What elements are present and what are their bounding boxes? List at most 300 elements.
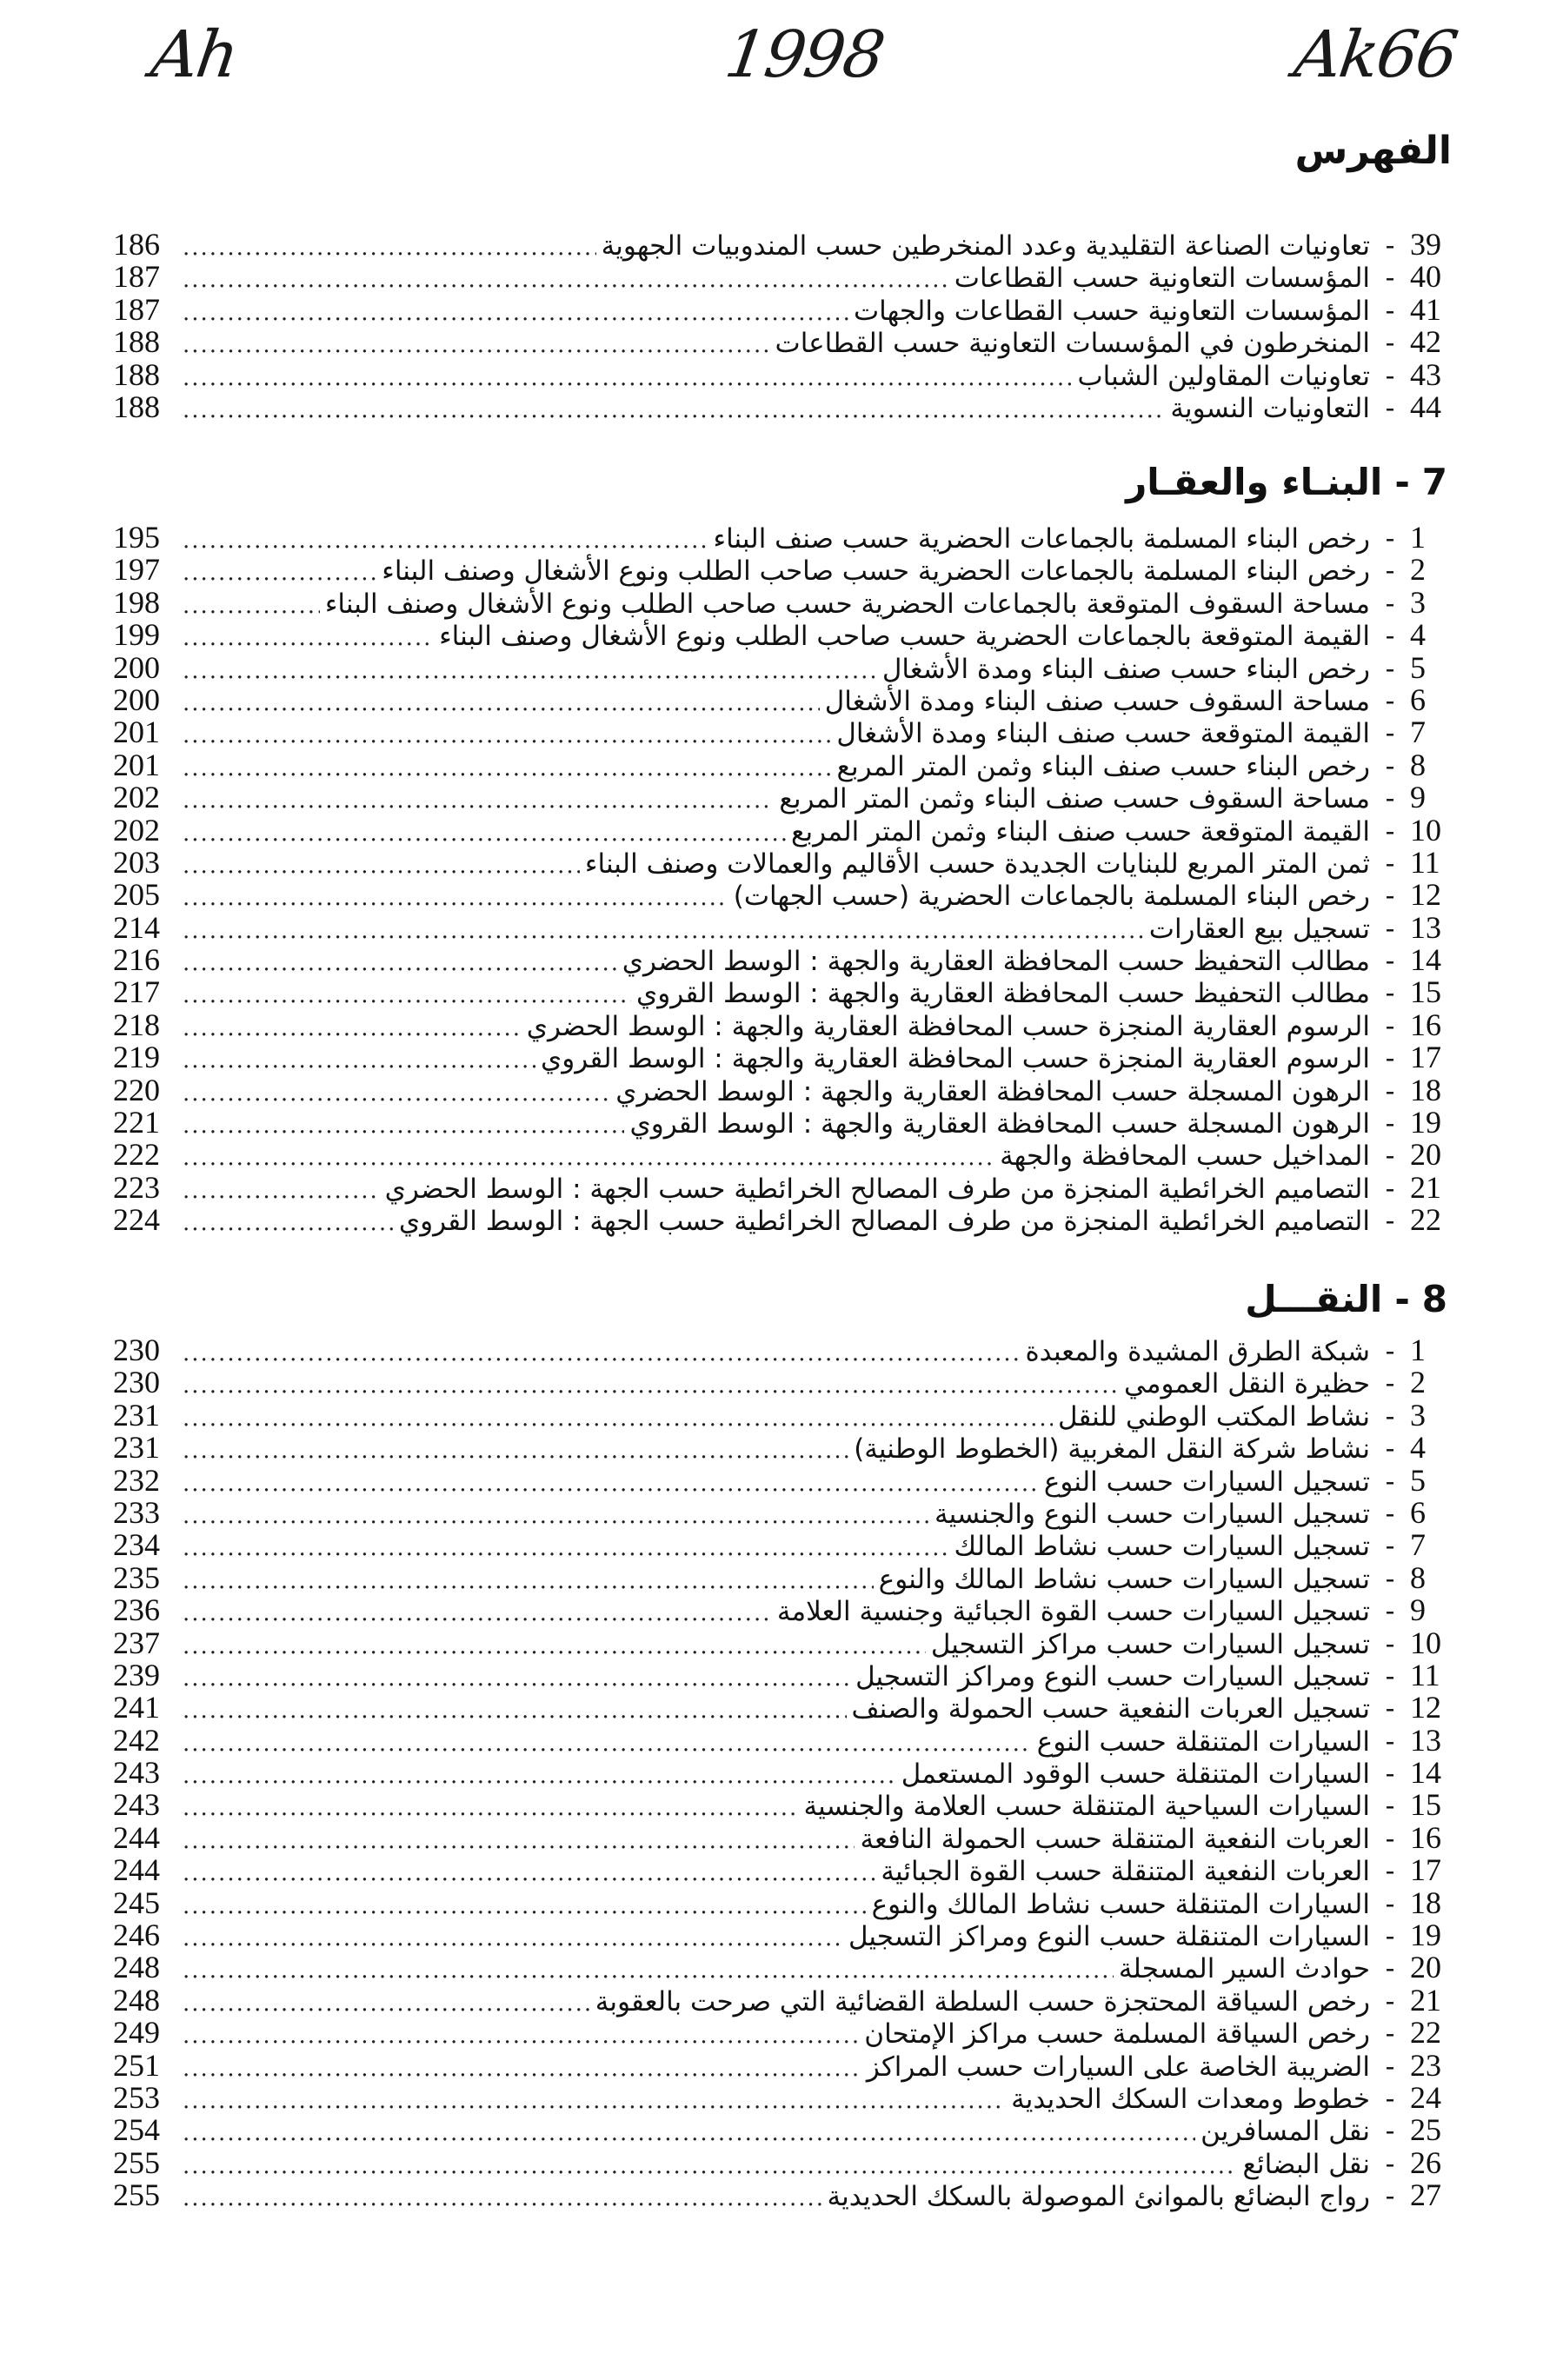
dot-leader [183, 232, 596, 264]
entry-separator: - [1385, 326, 1395, 360]
toc-page-number: 202 [113, 812, 160, 848]
toc-entry-title: المؤسسات التعاونية حسب القطاعات [954, 263, 1370, 295]
toc-page-number: 201 [113, 715, 160, 750]
entry-separator: - [1385, 1594, 1395, 1628]
toc-entry-title: رخص السياقة المحتجزة حسب السلطة القضائية التي صرحت بالعقوبة [595, 1985, 1370, 2018]
toc-page-number: 245 [113, 1885, 160, 1920]
toc-entry [113, 356, 1460, 392]
toc-entry [113, 1854, 1460, 1886]
toc-entry-title: تسجيل العربات النفعية حسب الحمولة والصنف [851, 1693, 1370, 1725]
toc-entry [113, 1399, 1460, 1432]
dot-leader [183, 1045, 535, 1077]
entry-separator: - [1385, 1821, 1395, 1855]
section-name: النقـــل [1245, 1278, 1383, 1320]
toc-entry-number: 2 [1410, 552, 1426, 588]
toc-entry-number: 18 [1410, 1072, 1441, 1107]
dot-leader [183, 1955, 1114, 1987]
dot-leader [183, 980, 631, 1012]
toc-entry [113, 976, 1460, 1008]
toc-entry-number: 42 [1410, 324, 1441, 360]
dot-leader [183, 1207, 394, 1240]
toc-entry [113, 844, 1460, 880]
toc-page-number: 221 [113, 1105, 160, 1140]
entry-separator: - [1385, 293, 1395, 327]
toc-entry [113, 2179, 1460, 2211]
toc-page-number: 195 [113, 520, 160, 555]
entry-separator: - [1385, 1886, 1395, 1920]
dot-leader [183, 395, 1165, 427]
entry-separator: - [1385, 1074, 1395, 1107]
dot-leader [183, 850, 580, 882]
toc-page-number: 217 [113, 974, 160, 1010]
toc-entry-title: التصاميم الخرائطية المنجزة من طرف المصالح الخرائطية حسب الجهة : الوسط القروي [398, 1206, 1370, 1238]
toc-entry-title: رخص السياقة المسلمة حسب مراكز الإمتحان [864, 2018, 1370, 2051]
toc-entry-number: 23 [1410, 2047, 1441, 2083]
section-separator: - [1394, 461, 1410, 503]
dot-leader [183, 1598, 772, 1630]
toc-entry-title: الرهون المسجلة حسب المحافظة العقارية والجهة : الوسط الحضري [615, 1075, 1370, 1107]
dot-leader [183, 2085, 1006, 2117]
entry-separator: - [1385, 2146, 1395, 2180]
entry-separator: - [1385, 1561, 1395, 1595]
toc-page-number: 222 [113, 1137, 160, 1173]
toc-entry-title: نقل المسافرين [1200, 2116, 1370, 2148]
toc-entry-title: تسجيل بيع العقارات [1148, 913, 1370, 945]
entry-separator: - [1385, 1919, 1395, 1953]
toc-page-number: 231 [113, 1397, 160, 1433]
toc-entry-title: ثمن المتر المربع للبنايات الجديدة حسب الأقاليم والعمالات وصنف البناء [584, 848, 1370, 880]
entry-separator: - [1385, 781, 1395, 815]
toc-entry [113, 229, 1460, 261]
toc-entry [113, 944, 1460, 976]
entry-separator: - [1385, 976, 1395, 1010]
toc-entry [113, 1204, 1460, 1236]
entry-separator: - [1385, 1139, 1395, 1173]
toc-entry-title: رواج البضائع بالموانئ الموصولة بالسكك الحديدية [827, 2181, 1370, 2213]
dot-leader [183, 1923, 843, 1955]
toc-entry [113, 1041, 1460, 1074]
toc-entry [113, 326, 1460, 358]
entry-separator: - [1385, 554, 1395, 588]
toc-entry-number: 7 [1410, 715, 1426, 750]
toc-page-number: 188 [113, 356, 160, 392]
toc-entry-title: المنخرطون في المؤسسات التعاونية حسب القطاعات [775, 328, 1370, 360]
entry-separator: - [1385, 1854, 1395, 1888]
toc-page-number: 251 [113, 2047, 160, 2083]
toc-page-number: 254 [113, 2112, 160, 2148]
toc-entry-number: 26 [1410, 2144, 1441, 2180]
toc-entry [113, 2017, 1460, 2049]
toc-entry-number: 4 [1410, 617, 1426, 653]
toc-page-number: 200 [113, 681, 160, 717]
toc-page-number: 201 [113, 747, 160, 782]
toc-entry-number: 15 [1410, 974, 1441, 1010]
toc-entry-number: 21 [1410, 1169, 1441, 1205]
toc-entry-title: العربات النفعية المتنقلة حسب الحمولة النافعة [860, 1823, 1370, 1855]
dot-leader [183, 2151, 1237, 2183]
toc-entry [113, 1722, 1460, 1758]
dot-leader [183, 264, 949, 296]
toc-entry [113, 619, 1460, 651]
handwritten-year: 1998 [720, 17, 888, 92]
toc-entry [113, 261, 1460, 293]
toc-page-number: 234 [113, 1527, 160, 1563]
toc-entry [113, 749, 1460, 781]
toc-entry-title: تعاونيات الصناعة التقليدية وعدد المنخرطين حسب المندوبيات الجهوية [601, 230, 1370, 262]
dot-leader [183, 525, 708, 557]
toc-entry-number: 17 [1410, 1852, 1441, 1888]
dot-leader [183, 1663, 850, 1695]
toc-entry [113, 879, 1460, 911]
entry-separator: - [1385, 1204, 1395, 1238]
toc-entry [113, 554, 1460, 586]
toc-page-number: 249 [113, 2015, 160, 2051]
toc-entry-number: 20 [1410, 1137, 1441, 1173]
toc-entry-number: 12 [1410, 1690, 1441, 1725]
entry-separator: - [1385, 522, 1395, 555]
toc-entry-title: تسجيل السيارات حسب نشاط المالك والنوع [878, 1563, 1370, 1595]
toc-entry-number: 14 [1410, 1755, 1441, 1791]
dot-leader [183, 818, 786, 850]
toc-entry [113, 781, 1460, 814]
toc-entry-title: تعاونيات المقاولين الشباب [1077, 360, 1370, 392]
toc-entry-number: 40 [1410, 259, 1441, 295]
toc-entry-number: 22 [1410, 1202, 1441, 1238]
dot-leader [183, 882, 728, 914]
dot-leader [183, 1110, 624, 1142]
toc-list-construction [113, 522, 1460, 1237]
toc-entry-number: 39 [1410, 227, 1441, 262]
dot-leader [183, 785, 774, 817]
dot-leader [183, 1142, 994, 1174]
dot-leader [183, 1435, 848, 1467]
toc-entry-number: 1 [1410, 1333, 1426, 1367]
toc-entry-number: 19 [1410, 1918, 1441, 1953]
toc-entry [113, 1887, 1460, 1919]
dot-leader [183, 1532, 949, 1565]
toc-entry-title: المؤسسات التعاونية حسب القطاعات والجهات [853, 295, 1370, 327]
toc-entry-number: 43 [1410, 356, 1441, 392]
toc-entry [113, 1984, 1460, 2017]
toc-entry-number: 5 [1410, 649, 1426, 685]
toc-entry [113, 1594, 1460, 1626]
toc-entry [113, 1789, 1460, 1821]
toc-entry [113, 1692, 1460, 1724]
toc-entry-number: 10 [1410, 1625, 1441, 1660]
entry-separator: - [1385, 2179, 1395, 2213]
dot-leader [183, 1500, 929, 1532]
entry-separator: - [1385, 814, 1395, 848]
dot-leader [183, 688, 820, 720]
entry-separator: - [1385, 879, 1395, 913]
toc-entry [113, 1494, 1460, 1530]
toc-page-number: 242 [113, 1722, 160, 1758]
toc-entry-number: 27 [1410, 2177, 1441, 2213]
toc-entry-number: 19 [1410, 1105, 1441, 1140]
toc-entry [113, 1074, 1460, 1107]
toc-entry-number: 20 [1410, 1950, 1441, 1985]
toc-page-number: 231 [113, 1430, 160, 1466]
entry-separator: - [1385, 619, 1395, 653]
entry-separator: - [1385, 1951, 1395, 1985]
entry-separator: - [1385, 2081, 1395, 2115]
dot-leader [183, 1760, 896, 1792]
dot-leader [183, 2053, 861, 2085]
entry-separator: - [1385, 1366, 1395, 1400]
toc-entry-title: مساحة السقوف حسب صنف البناء ومدة الأشغال [824, 685, 1370, 717]
toc-page-number: 198 [113, 584, 160, 620]
toc-entry [113, 1559, 1460, 1595]
toc-entry-title: القيمة المتوقعة حسب صنف البناء ومدة الأشغال [836, 718, 1370, 750]
toc-entry [113, 2144, 1460, 2180]
section-separator: - [1394, 1278, 1410, 1320]
toc-page-number: 199 [113, 617, 160, 653]
entry-separator: - [1385, 944, 1395, 978]
toc-entry-title: الرسوم العقارية المنجزة حسب المحافظة العقارية والجهة : الوسط الحضري [526, 1010, 1370, 1042]
toc-entry-title: مطالب التحفيظ حسب المحافظة العقارية والجهة : الوسط الحضري [622, 946, 1370, 978]
toc-entry-title: حوادث السير المسجلة [1118, 1953, 1370, 1985]
toc-entry [113, 2079, 1460, 2115]
toc-page-number: 186 [113, 227, 160, 262]
entry-separator: - [1385, 846, 1395, 880]
dot-leader [183, 297, 848, 329]
toc-entry-number: 15 [1410, 1787, 1441, 1823]
dot-leader [183, 329, 770, 362]
toc-page-number: 219 [113, 1040, 160, 1075]
toc-page-number: 205 [113, 877, 160, 913]
entry-separator: - [1385, 1529, 1395, 1563]
toc-entry-number: 10 [1410, 812, 1441, 848]
toc-entry [113, 1529, 1460, 1561]
dot-leader [183, 2183, 821, 2215]
toc-entry-number: 13 [1410, 1722, 1441, 1758]
toc-entry-number: 17 [1410, 1040, 1441, 1075]
toc-entry-title: السيارات المتنقلة حسب نشاط المالك والنوع [871, 1888, 1370, 1920]
toc-entry-title: مطالب التحفيظ حسب المحافظة العقارية والجهة : الوسط القروي [636, 978, 1370, 1010]
dot-leader [183, 1403, 1053, 1435]
toc-entry-number: 7 [1410, 1527, 1426, 1563]
toc-entry-number: 41 [1410, 291, 1441, 327]
toc-page-number: 255 [113, 2177, 160, 2213]
toc-entry-title: المداخيل حسب المحافظة والجهة [1000, 1140, 1370, 1173]
toc-page-number: 243 [113, 1787, 160, 1823]
toc-entry-number: 2 [1410, 1365, 1426, 1400]
entry-separator: - [1385, 1984, 1395, 2018]
dot-leader [183, 2020, 859, 2052]
toc-entry-number: 18 [1410, 1885, 1441, 1920]
toc-page-number: 187 [113, 291, 160, 327]
toc-page-number: 232 [113, 1462, 160, 1498]
entry-separator: - [1385, 1107, 1395, 1140]
toc-page-number: 255 [113, 2144, 160, 2180]
toc-entry-title: رخص البناء المسلمة بالجماعات الحضرية (حسب الجهات) [733, 881, 1370, 913]
entry-separator: - [1385, 1496, 1395, 1530]
toc-entry-number: 13 [1410, 909, 1441, 945]
toc-list-transport [113, 1334, 1460, 2212]
toc-entry [113, 584, 1460, 620]
entry-separator: - [1385, 1432, 1395, 1466]
entry-separator: - [1385, 229, 1395, 262]
toc-entry [113, 1107, 1460, 1139]
toc-entry-title: مساحة السقوف حسب صنف البناء وثمن المتر المربع [779, 783, 1370, 815]
toc-entry [113, 909, 1460, 945]
toc-entry-number: 9 [1410, 1592, 1426, 1628]
toc-entry-title: العربات النفعية المتنقلة حسب القوة الجبائية [881, 1856, 1370, 1888]
toc-entry-number: 25 [1410, 2112, 1441, 2148]
entry-separator: - [1385, 2114, 1395, 2148]
toc-page-number: 230 [113, 1333, 160, 1367]
dot-leader [183, 622, 434, 655]
toc-entry-number: 16 [1410, 1007, 1441, 1042]
handwritten-note-right: Ak66 [1289, 17, 1461, 92]
entry-separator: - [1385, 1692, 1395, 1725]
dot-leader [183, 1825, 855, 1858]
toc-entry-title: السيارات السياحية المتنقلة حسب العلامة والجنسية [803, 1791, 1370, 1823]
toc-entry-title: السيارات المتنقلة حسب النوع [1036, 1725, 1370, 1758]
toc-entry-number: 1 [1410, 520, 1426, 555]
entry-separator: - [1385, 261, 1395, 295]
entry-separator: - [1385, 1724, 1395, 1758]
entry-separator: - [1385, 2049, 1395, 2083]
toc-entry [113, 391, 1460, 423]
toc-entry-number: 11 [1410, 1657, 1440, 1692]
toc-entry-number: 24 [1410, 2079, 1441, 2115]
toc-page-number: 218 [113, 1007, 160, 1042]
toc-list-cooperatives [113, 229, 1460, 423]
toc-entry-title: رخص البناء المسلمة بالجماعات الحضرية حسب صنف البناء [713, 523, 1370, 555]
section-heading-transport [1245, 1278, 1447, 1320]
toc-entry-title: تسجيل السيارات حسب النوع والجنسية [934, 1498, 1370, 1530]
toc-entry [113, 1139, 1460, 1171]
dot-leader [183, 1175, 380, 1207]
toc-page-number: 224 [113, 1202, 160, 1238]
dot-leader [183, 2117, 1195, 2150]
toc-page-number: 188 [113, 389, 160, 424]
entry-separator: - [1385, 651, 1395, 685]
toc-entry-number: 4 [1410, 1430, 1426, 1466]
toc-entry [113, 1169, 1460, 1205]
toc-entry-title: تسجيل السيارات حسب النوع [1043, 1466, 1370, 1498]
toc-page-number: 187 [113, 259, 160, 295]
toc-entry-title: شبكة الطرق المشيدة والمعبدة [1025, 1336, 1370, 1367]
entry-separator: - [1385, 586, 1395, 620]
entry-separator: - [1385, 1041, 1395, 1075]
toc-entry-title: القيمة المتوقعة بالجماعات الحضرية حسب صاحب الطلب ونوع الأشغال وصنف البناء [439, 621, 1370, 653]
toc-page-number: 241 [113, 1690, 160, 1725]
entry-separator: - [1385, 1399, 1395, 1433]
toc-entry-title: التعاونيات النسوية [1170, 392, 1370, 424]
toc-entry-number: 3 [1410, 584, 1426, 620]
dot-leader [183, 1468, 1039, 1500]
toc-page-number: 203 [113, 844, 160, 880]
toc-entry [113, 2047, 1460, 2083]
dot-leader [183, 1792, 799, 1825]
dot-leader [183, 1695, 847, 1727]
toc-entry [113, 1659, 1460, 1692]
toc-page-number: 220 [113, 1072, 160, 1107]
toc-entry [113, 2114, 1460, 2146]
toc-entry-number: 8 [1410, 747, 1426, 782]
toc-page-number: 214 [113, 909, 160, 945]
toc-entry [113, 1366, 1460, 1399]
dot-leader [183, 1988, 590, 2020]
toc-entry-title: الضريبة الخاصة على السيارات حسب المراكز [866, 2051, 1370, 2083]
toc-entry [113, 649, 1460, 685]
toc-entry [113, 1919, 1460, 1951]
toc-entry-title: خطوط ومعدات السكك الحديدية [1011, 2083, 1370, 2115]
handwritten-note-left: Ah [146, 17, 243, 92]
dot-leader [183, 1078, 610, 1110]
entry-separator: - [1385, 1626, 1395, 1660]
toc-entry-number: 12 [1410, 877, 1441, 913]
toc-entry-title: نقل البضائع [1242, 2148, 1370, 2180]
dot-leader [183, 1338, 1020, 1370]
toc-entry-title: تسجيل السيارات حسب مراكز التسجيل [930, 1628, 1370, 1660]
toc-entry [113, 1951, 1460, 1984]
toc-entry-title: الرهون المسجلة حسب المحافظة العقارية والجهة : الوسط القروي [629, 1108, 1370, 1140]
toc-page-number: 235 [113, 1559, 160, 1595]
toc-page-number: 197 [113, 552, 160, 588]
toc-entry [113, 681, 1460, 717]
dot-leader [183, 1566, 874, 1598]
entry-separator: - [1385, 2017, 1395, 2051]
entry-separator: - [1385, 1757, 1395, 1791]
toc-entry-number: 11 [1410, 844, 1440, 880]
toc-page-number: 200 [113, 649, 160, 685]
dot-leader [183, 1728, 1032, 1760]
dot-leader [183, 557, 376, 589]
toc-entry-title: نشاط شركة النقل المغربية (الخطوط الوطنية) [854, 1433, 1370, 1466]
dot-leader [183, 947, 617, 980]
toc-entry-number: 16 [1410, 1819, 1441, 1855]
entry-separator: - [1385, 1789, 1395, 1823]
dot-leader [183, 590, 320, 622]
toc-entry-number: 6 [1410, 1494, 1426, 1530]
toc-entry-title: الرسوم العقارية المنجزة حسب المحافظة العقارية والجهة : الوسط القروي [541, 1043, 1370, 1075]
toc-entry-title: نشاط المكتب الوطني للنقل [1057, 1400, 1370, 1433]
entry-separator: - [1385, 390, 1395, 424]
toc-entry-number: 21 [1410, 1982, 1441, 2018]
toc-entry-number: 22 [1410, 2015, 1441, 2051]
toc-entry [113, 1432, 1460, 1464]
toc-entry-title: السيارات المتنقلة حسب النوع ومراكز التسجيل [848, 1921, 1370, 1953]
toc-page-number: 236 [113, 1592, 160, 1628]
toc-entry-number: 8 [1410, 1559, 1426, 1595]
dot-leader [183, 720, 831, 752]
toc-entry [113, 716, 1460, 748]
toc-page-number: 188 [113, 324, 160, 360]
toc-entry-title: السيارات المتنقلة حسب الوقود المستعمل [901, 1758, 1370, 1791]
entry-separator: - [1385, 911, 1395, 945]
dot-leader [183, 1631, 926, 1663]
toc-entry-number: 9 [1410, 780, 1426, 815]
toc-entry-title: مساحة السقوف المتوقعة بالجماعات الحضرية حسب صاحب الطلب ونوع الأشغال وصنف البناء [324, 588, 1370, 620]
toc-entry [113, 814, 1460, 847]
toc-page-number: 243 [113, 1755, 160, 1791]
toc-entry-title: رخص البناء حسب صنف البناء وثمن المتر المربع [836, 750, 1370, 782]
toc-page-number: 239 [113, 1657, 160, 1692]
entry-separator: - [1385, 1464, 1395, 1498]
toc-entry-title: تسجيل السيارات حسب النوع ومراكز التسجيل [855, 1660, 1370, 1692]
dot-leader [183, 753, 832, 785]
toc-page-number: 223 [113, 1169, 160, 1205]
dot-leader [183, 1370, 1119, 1402]
toc-page-number: 216 [113, 942, 160, 978]
toc-entry-number: 14 [1410, 942, 1441, 978]
toc-entry-number: 6 [1410, 681, 1426, 717]
toc-entry-title: تسجيل السيارات حسب القوة الجبائية وجنسية العلامة [776, 1596, 1370, 1628]
toc-page-number: 244 [113, 1819, 160, 1855]
